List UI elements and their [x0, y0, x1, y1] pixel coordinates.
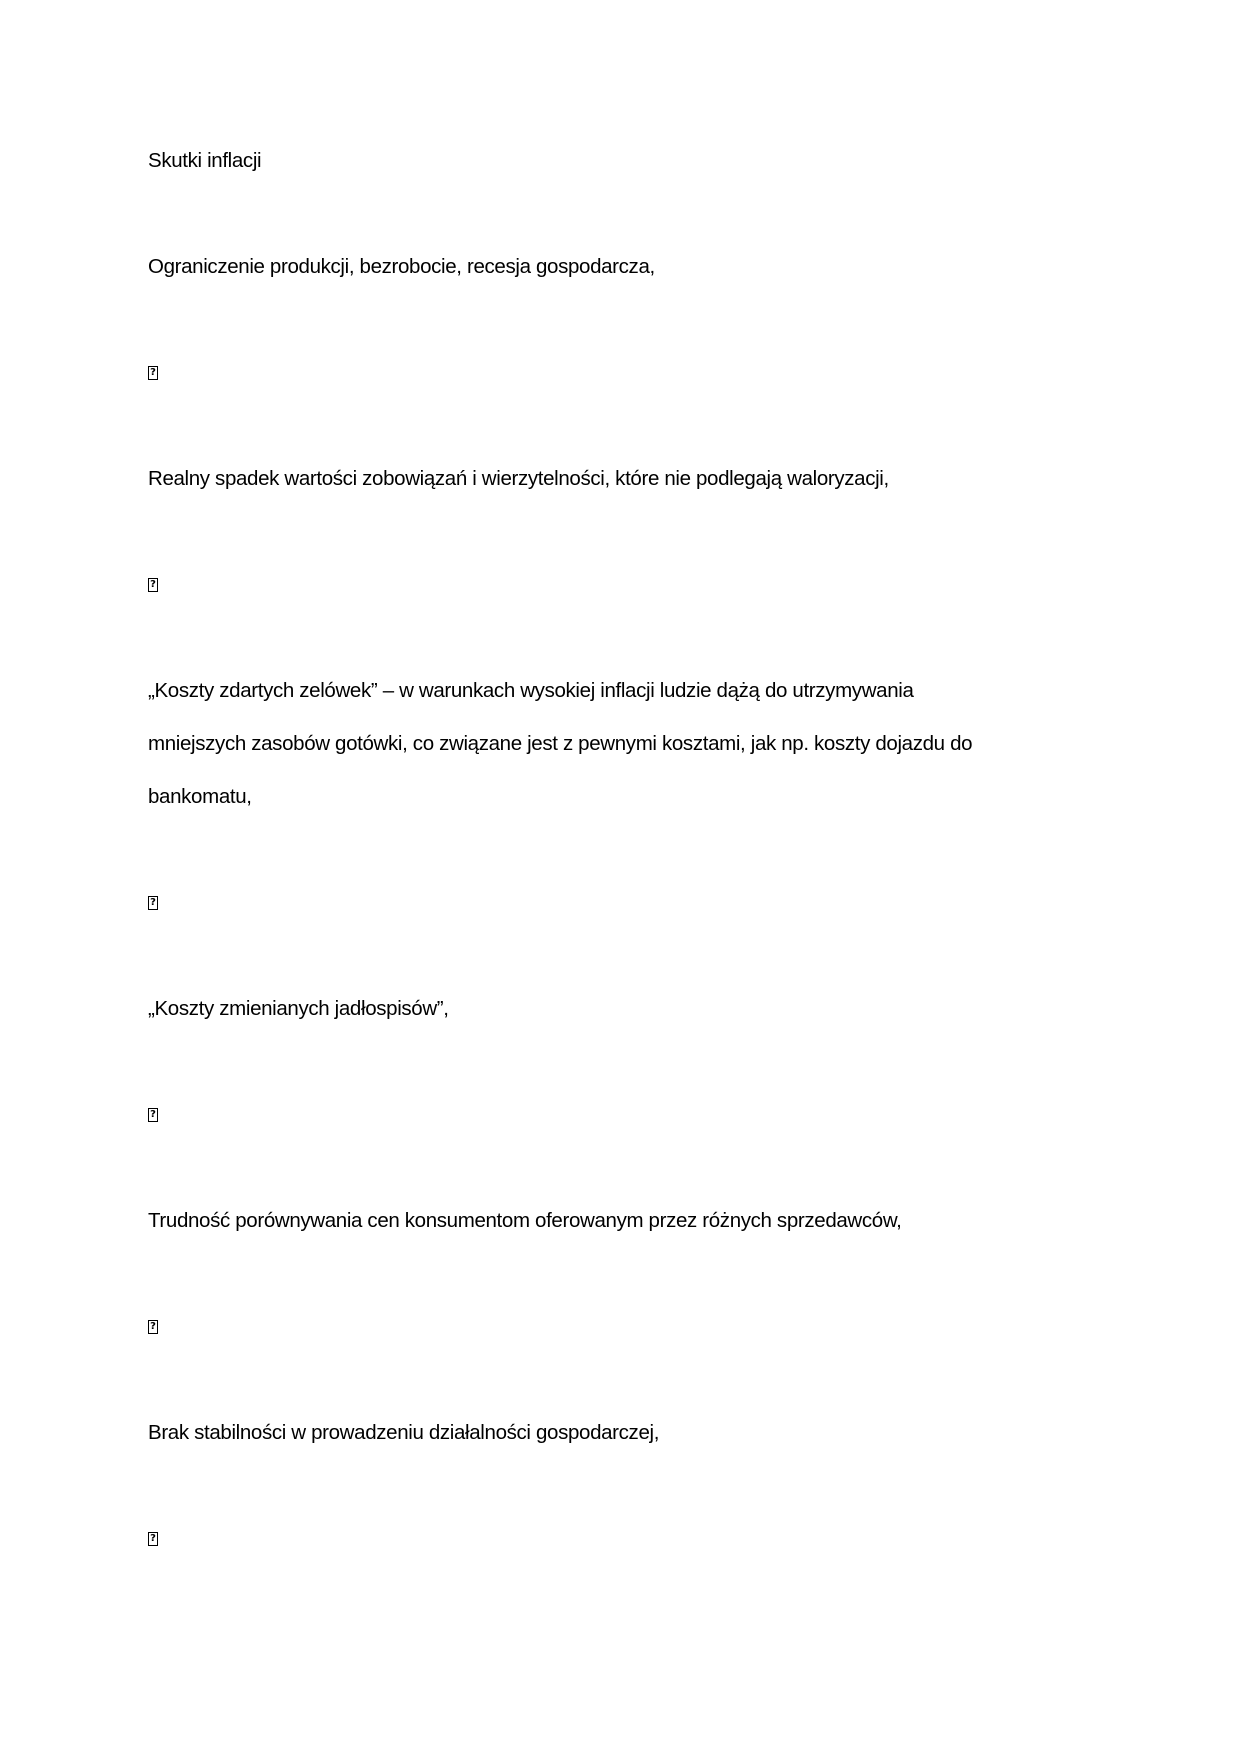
item-2-line-1: Realny spadek wartości zobowiązań i wierzytelności, które nie podlegają waloryzacji, [148, 467, 889, 490]
item-3-line-3: bankomatu, [148, 785, 252, 808]
item-1-line-1: Ograniczenie produkcji, bezrobocie, recesja gospodarcza, [148, 255, 655, 278]
missing-glyph-icon: ? [148, 366, 158, 380]
missing-glyph-icon: ? [148, 1320, 158, 1334]
item-6-line-1: Brak stabilności w prowadzeniu działalności gospodarczej, [148, 1421, 660, 1444]
missing-glyph-icon: ? [148, 1532, 158, 1546]
missing-glyph-icon: ? [148, 578, 158, 592]
missing-glyph-icon: ? [148, 896, 158, 910]
item-3-line-1: „Koszty zdartych zelówek” – w warunkach wysokiej inflacji ludzie dążą do utrzymywania [148, 679, 914, 702]
document-title: Skutki inflacji [148, 149, 262, 172]
item-4-line-1: „Koszty zmienianych jadłospisów”, [148, 997, 449, 1020]
missing-glyph-icon: ? [148, 1108, 158, 1122]
item-5-line-1: Trudność porównywania cen konsumentom oferowanym przez różnych sprzedawców, [148, 1209, 902, 1232]
item-3-line-2: mniejszych zasobów gotówki, co związane jest z pewnymi kosztami, jak np. koszty dojazdu do [148, 732, 973, 755]
